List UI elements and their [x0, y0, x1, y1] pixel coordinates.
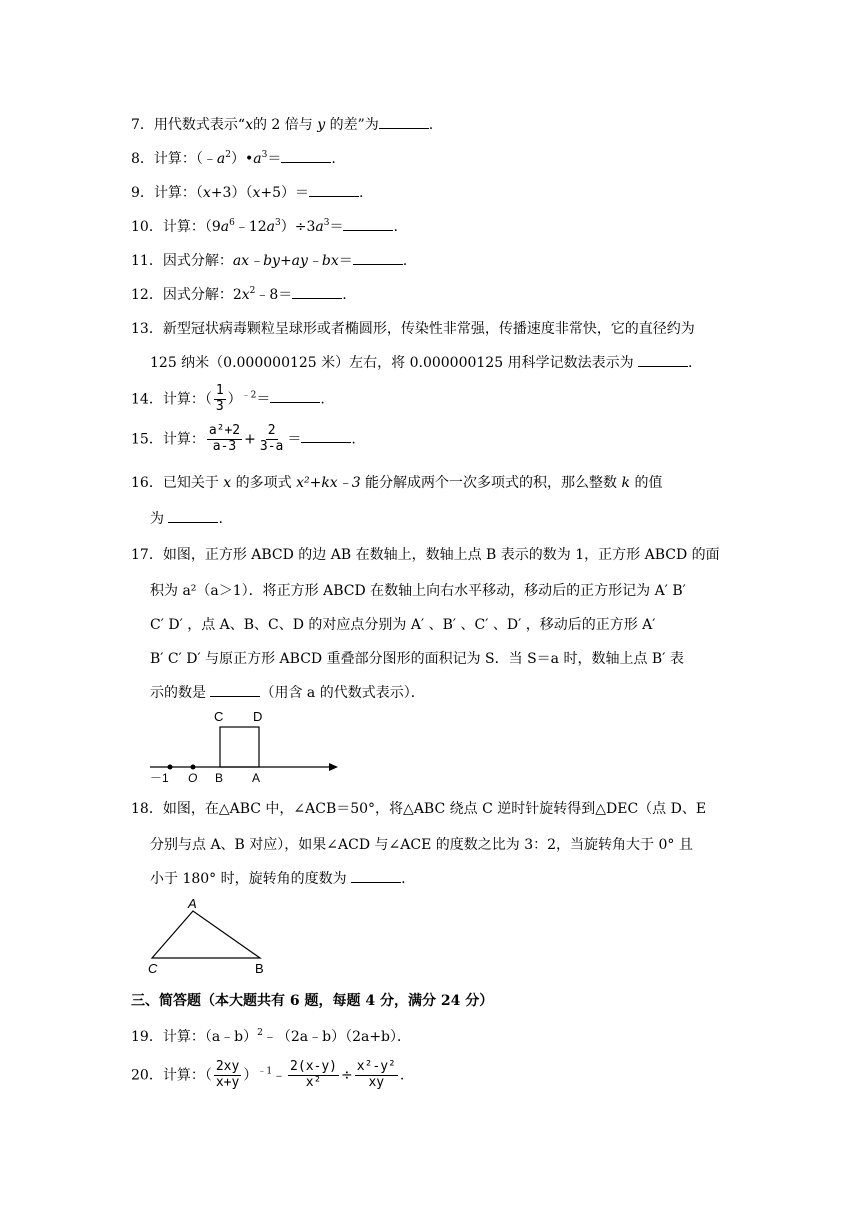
answer-blank[interactable] [351, 870, 401, 883]
question-15: 15．计算： $\frac{\text{a²+2}}{a-3}$ + $\frac{2}{3-a}$ ＝ . [131, 423, 356, 454]
label-o: O [188, 771, 198, 785]
question-7: 7．用代数式表示“x的 2 倍与 y 的差”为 . [131, 117, 434, 133]
question-18-line-1: 18．如图，在△ABC 中，∠ACB＝50°，将△ABC 绕点 C 逆时针旋转得到△DEC（点 D、E [131, 801, 707, 817]
fraction: $\frac{2(x-y)}{\text{x²}}$ [290, 1059, 338, 1090]
fraction: $\frac{1}{3}$ [215, 383, 224, 414]
answer-blank[interactable] [210, 684, 260, 697]
question-18-line-2: 分别与点 A、B 对应），如果∠ACD 与∠ACE 的度数之比为 3：2，当旋转角大于 0° 且 [150, 837, 693, 853]
point-neg-1 [168, 765, 173, 770]
question-16-line-2: 为 . [150, 511, 223, 527]
answer-blank[interactable] [379, 116, 429, 129]
label-neg-1: －1 [150, 771, 169, 785]
answer-blank[interactable] [281, 150, 331, 163]
question-17-line-2: 积为 a²（a＞1）．将正方形 ABCD 在数轴上向右水平移动，移动后的正方形记为 A′ B′ [150, 583, 686, 599]
point-origin [191, 765, 196, 770]
fraction: $\frac{2}{3-a}$ [259, 423, 284, 454]
answer-blank[interactable] [301, 430, 351, 443]
question-13-line-1: 13．新型冠状病毒颗粒呈球形或者椭圆形，传染性非常强，传播速度非常快，它的直径约为 [131, 321, 695, 337]
fraction: $\frac{\text{x²-y²}}{xy}$ [356, 1059, 396, 1090]
answer-blank[interactable] [353, 252, 403, 265]
question-17-line-1: 17．如图，正方形 ABCD 的边 AB 在数轴上，数轴上点 B 表示的数为 1，正方形 ABCD 的面 [131, 547, 720, 563]
question-12: 12．因式分解：$2x^2﹣8=$ . [131, 286, 347, 303]
label-c: C [148, 961, 158, 976]
question-17-line-4: B′ C′ D′ 与原正方形 ABCD 重叠部分图形的面积记为 S．当 S＝a 时，数轴上点 B′ 表 [150, 651, 684, 667]
triangle-figure [140, 896, 280, 978]
label-d: D [253, 709, 263, 724]
question-20: 20．计算：（ $\frac{2xy}{x+y}$ ）$^{﹣1}$﹣ $\frac{2(x-y)}{\text{x²}}$ ÷ $\frac{\text{x²-y²}}{xy}$ . [131, 1059, 405, 1090]
question-8: 8．计算：$(﹣a^2)•a^3=$ . [131, 150, 336, 167]
question-13-line-2: 125 纳米（0.000000125 米）左右，将 0.000000125 用科学记数法表示为 . [150, 355, 693, 371]
question-17-line-3: C′ D′ ，点 A、B、C、D 的对应点分别为 A′ 、B′ 、C′ 、D′ ，移动后的正方形 A′ [150, 617, 656, 633]
label-b: B [215, 771, 224, 785]
answer-blank[interactable] [343, 218, 393, 231]
label-c: C [214, 709, 224, 724]
answer-blank[interactable] [309, 184, 359, 197]
question-11: 11．因式分解：ax﹣by+ay﹣bx＝ . [131, 253, 408, 269]
answer-blank[interactable] [168, 510, 218, 523]
square-abcd [220, 727, 259, 767]
question-9: 9．计算：（x+3）（x+5）＝ . [131, 185, 364, 201]
number-line-figure [140, 705, 350, 785]
label-a: A [188, 896, 197, 911]
question-18-line-3: 小于 180° 时，旋转角的度数为 . [150, 871, 406, 887]
question-19: 19．计算：（a﹣b）$^2$﹣（2a﹣b）（2a+b）． [131, 1028, 412, 1045]
fraction: $\frac{2xy}{x+y}$ [215, 1059, 240, 1090]
answer-blank[interactable] [270, 390, 320, 403]
label-b: B [255, 961, 264, 976]
section-3-heading: 三、简答题（本大题共有 6 题，每题 4 分，满分 24 分） [131, 993, 494, 1009]
triangle-abc [152, 911, 260, 958]
arrow-head [329, 763, 338, 771]
answer-blank[interactable] [638, 354, 688, 367]
question-16-line-1: 16．已知关于 x 的多项式 x²+kx﹣3 能分解成两个一次多项式的积，那么整数 k 的值 [131, 475, 663, 491]
fraction: $\frac{\text{a²+2}}{a-3}$ [208, 423, 241, 454]
label-a: A [252, 771, 261, 785]
question-14: 14．计算：（ $\frac{1}{3}$ ）$^{﹣2}$＝ . [131, 383, 325, 414]
question-17-line-5: 示的数是 （用含 a 的代数式表示）． [150, 685, 425, 701]
question-10: 10．计算：$(9a^6﹣12a^3)\div 3a^3=$ . [131, 218, 398, 235]
answer-blank[interactable] [292, 286, 342, 299]
